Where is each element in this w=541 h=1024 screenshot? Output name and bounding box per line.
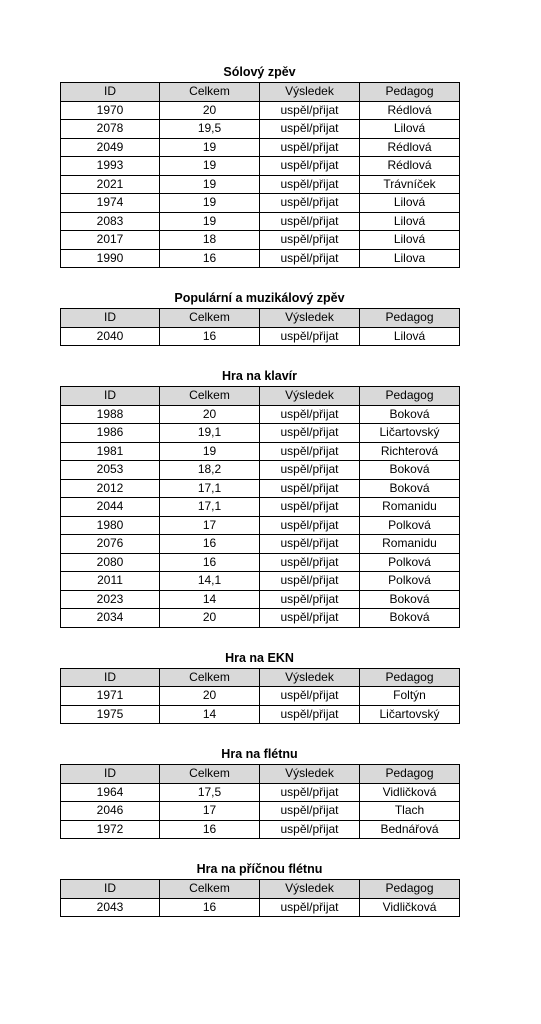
table-header-row — [61, 387, 460, 406]
section — [60, 646, 459, 725]
table-header-row — [61, 880, 460, 899]
cell-pedagog: Polková — [360, 572, 460, 591]
column-header-vysledek: Výsledek — [260, 83, 360, 102]
cell-celkem: 14,1 — [160, 572, 260, 591]
cell-pedagog: Boková — [360, 461, 460, 480]
cell-celkem: 14 — [160, 705, 260, 724]
cell-pedagog: Vidličková — [360, 898, 460, 917]
column-header-celkem: Celkem — [160, 309, 260, 328]
cell-id: 1964 — [61, 783, 160, 802]
column-header-pedagog: Pedagog — [360, 668, 460, 687]
cell-celkem: 17 — [160, 802, 260, 821]
table-row — [61, 175, 460, 194]
table-row — [61, 498, 460, 517]
cell-pedagog: Richterová — [360, 442, 460, 461]
table-row — [61, 194, 460, 213]
cell-celkem: 17,1 — [160, 498, 260, 517]
cell-vysledek: uspěl/přijat — [260, 327, 360, 346]
cell-pedagog: Polková — [360, 553, 460, 572]
table-row — [61, 553, 460, 572]
results-table — [60, 764, 460, 839]
cell-vysledek: uspěl/přijat — [260, 461, 360, 480]
table-row — [61, 572, 460, 591]
cell-celkem: 18,2 — [160, 461, 260, 480]
cell-celkem: 19 — [160, 157, 260, 176]
cell-id: 1972 — [61, 820, 160, 839]
table-row — [61, 687, 460, 706]
table-row — [61, 535, 460, 554]
cell-id: 1988 — [61, 405, 160, 424]
table-row — [61, 898, 460, 917]
cell-id: 2080 — [61, 553, 160, 572]
table-row — [61, 516, 460, 535]
table-row — [61, 820, 460, 839]
cell-id: 2023 — [61, 590, 160, 609]
cell-id: 2076 — [61, 535, 160, 554]
cell-vysledek: uspěl/přijat — [260, 101, 360, 120]
cell-id: 2049 — [61, 138, 160, 157]
cell-celkem: 17,1 — [160, 479, 260, 498]
cell-vysledek: uspěl/přijat — [260, 424, 360, 443]
cell-pedagog: Lilová — [360, 120, 460, 139]
table-row — [61, 802, 460, 821]
cell-pedagog: Lilová — [360, 194, 460, 213]
cell-id: 2021 — [61, 175, 160, 194]
section-title: Sólový zpěv — [223, 65, 296, 79]
column-header-celkem: Celkem — [160, 387, 260, 406]
cell-id: 2046 — [61, 802, 160, 821]
cell-pedagog: Rédlová — [360, 101, 460, 120]
cell-pedagog: Lilová — [360, 327, 460, 346]
cell-vysledek: uspěl/přijat — [260, 553, 360, 572]
cell-vysledek: uspěl/přijat — [260, 479, 360, 498]
column-header-id: ID — [61, 765, 160, 784]
table-row — [61, 609, 460, 628]
cell-celkem: 20 — [160, 405, 260, 424]
results-table — [60, 82, 460, 268]
cell-pedagog: Romanidu — [360, 498, 460, 517]
cell-pedagog: Lilova — [360, 249, 460, 268]
cell-id: 1974 — [61, 194, 160, 213]
table-row — [61, 249, 460, 268]
cell-vysledek: uspěl/přijat — [260, 820, 360, 839]
cell-pedagog: Lilová — [360, 231, 460, 250]
table-row — [61, 120, 460, 139]
cell-id: 2043 — [61, 898, 160, 917]
table-row — [61, 231, 460, 250]
cell-vysledek: uspěl/přijat — [260, 535, 360, 554]
table-row — [61, 424, 460, 443]
column-header-celkem: Celkem — [160, 668, 260, 687]
cell-vysledek: uspěl/přijat — [260, 516, 360, 535]
cell-id: 1975 — [61, 705, 160, 724]
section-title: Populární a muzikálový zpěv — [174, 291, 345, 305]
column-header-id: ID — [61, 880, 160, 899]
column-header-pedagog: Pedagog — [360, 880, 460, 899]
cell-id: 1981 — [61, 442, 160, 461]
cell-vysledek: uspěl/přijat — [260, 802, 360, 821]
cell-vysledek: uspěl/přijat — [260, 498, 360, 517]
table-row — [61, 461, 460, 480]
cell-celkem: 20 — [160, 101, 260, 120]
cell-pedagog: Romanidu — [360, 535, 460, 554]
cell-id: 1971 — [61, 687, 160, 706]
cell-id: 2078 — [61, 120, 160, 139]
table-row — [61, 705, 460, 724]
cell-celkem: 17,5 — [160, 783, 260, 802]
results-table — [60, 879, 460, 917]
cell-pedagog: Trávníček — [360, 175, 460, 194]
cell-id: 1970 — [61, 101, 160, 120]
table-row — [61, 479, 460, 498]
table-row — [61, 327, 460, 346]
table-row — [61, 590, 460, 609]
column-header-id: ID — [61, 668, 160, 687]
results-table — [60, 308, 460, 346]
column-header-celkem: Celkem — [160, 880, 260, 899]
section — [60, 286, 459, 346]
cell-vysledek: uspěl/přijat — [260, 442, 360, 461]
column-header-pedagog: Pedagog — [360, 387, 460, 406]
cell-vysledek: uspěl/přijat — [260, 249, 360, 268]
cell-vysledek: uspěl/přijat — [260, 705, 360, 724]
cell-vysledek: uspěl/přijat — [260, 175, 360, 194]
column-header-pedagog: Pedagog — [360, 309, 460, 328]
column-header-vysledek: Výsledek — [260, 765, 360, 784]
cell-celkem: 20 — [160, 609, 260, 628]
table-header-row — [61, 83, 460, 102]
cell-pedagog: Boková — [360, 609, 460, 628]
cell-vysledek: uspěl/přijat — [260, 212, 360, 231]
section-title: Hra na příčnou flétnu — [196, 862, 323, 876]
column-header-pedagog: Pedagog — [360, 83, 460, 102]
cell-pedagog: Boková — [360, 479, 460, 498]
table-row — [61, 405, 460, 424]
cell-pedagog: Lilová — [360, 212, 460, 231]
cell-vysledek: uspěl/přijat — [260, 405, 360, 424]
table-row — [61, 157, 460, 176]
section-title: Hra na flétnu — [221, 747, 298, 761]
cell-vysledek: uspěl/přijat — [260, 783, 360, 802]
column-header-celkem: Celkem — [160, 765, 260, 784]
cell-celkem: 19,5 — [160, 120, 260, 139]
table-header-row — [61, 765, 460, 784]
cell-id: 2053 — [61, 461, 160, 480]
cell-vysledek: uspěl/přijat — [260, 157, 360, 176]
section-title: Hra na EKN — [225, 650, 294, 665]
column-header-vysledek: Výsledek — [260, 880, 360, 899]
cell-vysledek: uspěl/přijat — [260, 590, 360, 609]
cell-celkem: 19 — [160, 442, 260, 461]
cell-pedagog: Foltýn — [360, 687, 460, 706]
section-title: Hra na klavír — [221, 369, 298, 383]
cell-celkem: 19 — [160, 138, 260, 157]
column-header-id: ID — [61, 387, 160, 406]
cell-pedagog: Ličartovský — [360, 424, 460, 443]
section — [60, 742, 459, 839]
cell-celkem: 16 — [160, 898, 260, 917]
cell-id: 1986 — [61, 424, 160, 443]
section — [60, 857, 459, 917]
cell-celkem: 20 — [160, 687, 260, 706]
cell-celkem: 16 — [160, 249, 260, 268]
cell-celkem: 16 — [160, 327, 260, 346]
cell-id: 2012 — [61, 479, 160, 498]
cell-pedagog: Ličartovský — [360, 705, 460, 724]
table-header-row — [61, 309, 460, 328]
cell-vysledek: uspěl/přijat — [260, 898, 360, 917]
results-document — [60, 60, 459, 935]
cell-pedagog: Vidličková — [360, 783, 460, 802]
table-row — [61, 101, 460, 120]
cell-celkem: 16 — [160, 553, 260, 572]
cell-celkem: 19 — [160, 194, 260, 213]
cell-id: 2017 — [61, 231, 160, 250]
cell-celkem: 17 — [160, 516, 260, 535]
cell-vysledek: uspěl/přijat — [260, 138, 360, 157]
section — [60, 60, 459, 268]
column-header-id: ID — [61, 83, 160, 102]
column-header-celkem: Celkem — [160, 83, 260, 102]
cell-id: 2083 — [61, 212, 160, 231]
cell-vysledek: uspěl/přijat — [260, 120, 360, 139]
column-header-vysledek: Výsledek — [260, 668, 360, 687]
cell-celkem: 16 — [160, 535, 260, 554]
cell-pedagog: Rédlová — [360, 138, 460, 157]
cell-pedagog: Rédlová — [360, 157, 460, 176]
cell-celkem: 19,1 — [160, 424, 260, 443]
cell-id: 1980 — [61, 516, 160, 535]
cell-vysledek: uspěl/přijat — [260, 572, 360, 591]
cell-vysledek: uspěl/přijat — [260, 231, 360, 250]
results-table — [60, 668, 460, 725]
cell-id: 2034 — [61, 609, 160, 628]
table-row — [61, 212, 460, 231]
section — [60, 364, 459, 628]
cell-pedagog: Boková — [360, 590, 460, 609]
cell-pedagog: Tlach — [360, 802, 460, 821]
column-header-vysledek: Výsledek — [260, 387, 360, 406]
cell-celkem: 19 — [160, 175, 260, 194]
table-row — [61, 783, 460, 802]
cell-celkem: 16 — [160, 820, 260, 839]
cell-id: 1990 — [61, 249, 160, 268]
cell-vysledek: uspěl/přijat — [260, 609, 360, 628]
cell-vysledek: uspěl/přijat — [260, 194, 360, 213]
cell-id: 2040 — [61, 327, 160, 346]
table-row — [61, 442, 460, 461]
cell-pedagog: Polková — [360, 516, 460, 535]
results-table — [60, 386, 460, 628]
table-header-row — [61, 668, 460, 687]
cell-vysledek: uspěl/přijat — [260, 687, 360, 706]
column-header-pedagog: Pedagog — [360, 765, 460, 784]
cell-pedagog: Boková — [360, 405, 460, 424]
cell-id: 2011 — [61, 572, 160, 591]
cell-pedagog: Bednářová — [360, 820, 460, 839]
table-row — [61, 138, 460, 157]
cell-id: 1993 — [61, 157, 160, 176]
cell-celkem: 19 — [160, 212, 260, 231]
column-header-vysledek: Výsledek — [260, 309, 360, 328]
cell-id: 2044 — [61, 498, 160, 517]
column-header-id: ID — [61, 309, 160, 328]
cell-celkem: 18 — [160, 231, 260, 250]
cell-celkem: 14 — [160, 590, 260, 609]
